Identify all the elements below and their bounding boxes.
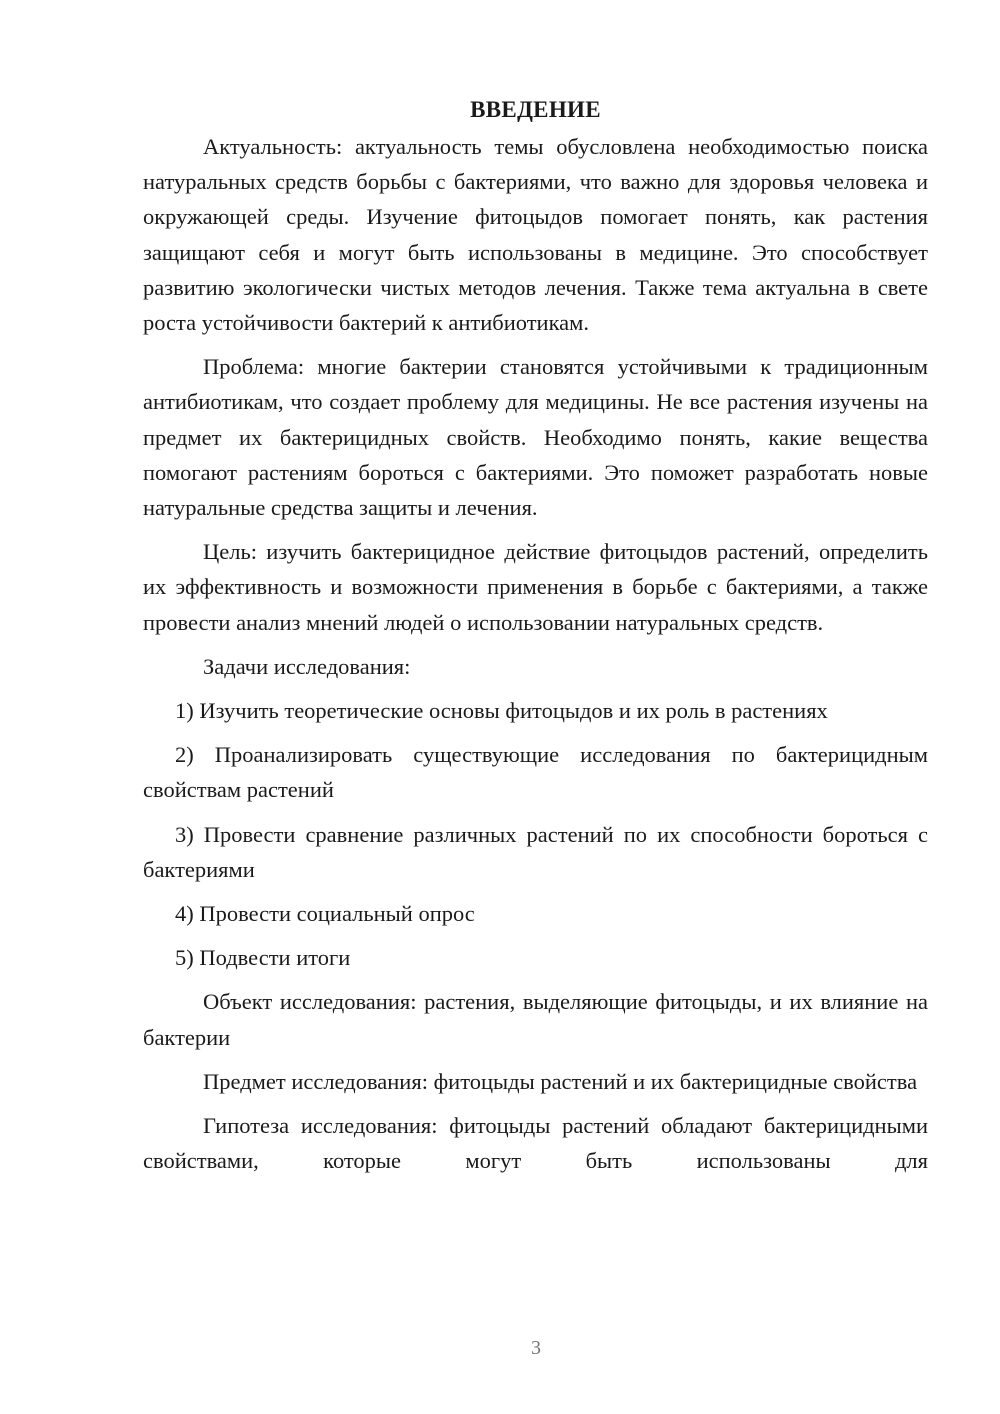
paragraph-object: Объект исследования: растения, выделяющие фитоцыды, и их влияние на бактерии [143,989,928,1050]
document-page [143,92,928,1187]
task-item-3: 3) Провести сравнение различных растений по их способности бороться с бактериями [143,821,928,882]
task-item-5: 5) Подвести итоги [175,945,351,971]
paragraph-relevance: Актуальность: актуальность темы обусловлена необходимостью поиска натуральных средств борьбы с бактериями, что важно для здоровья человека и окружающей среды. Изучение фитоцыдов помогает понять, как растения защищают себя и могут быть использованы в медицине. Это способствует развитию экологически чистых методов лечения. Также тема актуальна в свете роста устойчивости бактерий к антибиотикам. [143,134,928,336]
tasks-heading: Задачи исследования: [203,653,411,679]
page-number: 3 [531,1337,541,1359]
paragraph-hypothesis: Гипотеза исследования: фитоцыды растений обладают бактерицидными свойствами, которые могут быть использованы для [143,1113,928,1174]
task-item-4: 4) Провести социальный опрос [175,901,475,927]
paragraph-subject: Предмет исследования: фитоцыды растений и их бактерицидные свойства [203,1068,918,1094]
section-heading: ВВЕДЕНИЕ [470,97,601,122]
task-item-1: 1) Изучить теоретические основы фитоцыдов и их роль в растениях [175,698,828,724]
paragraph-problem: Проблема: многие бактерии становятся устойчивыми к традиционным антибиотикам, что создает проблему для медицины. Не все растения изучены на предмет их бактерицидных свойств. Необходимо понять, какие вещества помогают растениям бороться с бактериями. Это поможет разработать новые натуральные средства защиты и лечения. [143,354,928,521]
task-item-2: 2) Проанализировать существующие исследования по бактерицидным свойствам растений [143,742,928,803]
paragraph-goal: Цель: изучить бактерицидное действие фитоцыдов растений, определить их эффективность и возможности применения в борьбе с бактериями, а также провести анализ мнений людей о использовании натуральных средств. [143,539,928,635]
